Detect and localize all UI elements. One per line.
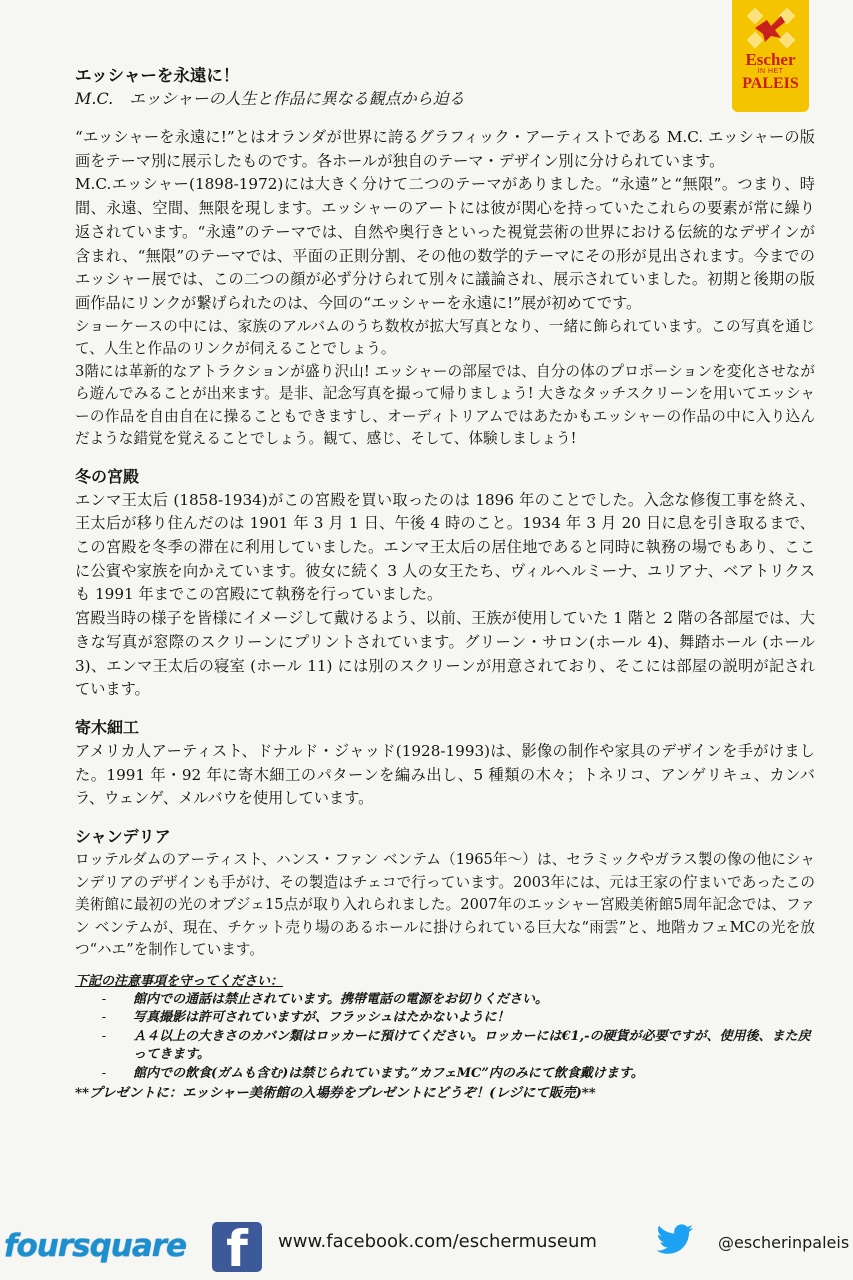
main-content (75, 64, 815, 1103)
marquetry-paragraph: アメリカ人アーティスト、ドナルド・ジャッド(1928-1993)は、影像の制作や家具のデザインを手がけました。1991 年・92 年に寄木細工のパターンを編み出し、5 種類の木々；トネリコ、アンゲリキュ、カンバラ、ウェンゲ、メルバウを使用しています。 (75, 741, 815, 808)
logo-line-in-het: IN HET (757, 68, 784, 75)
rule-item: - Ａ４以上の大きさのカバン類はロッカーに預けてください。ロッカーには€1,-の硬貨が必要ですが、使用後、また戻ってきます。 (75, 1028, 815, 1065)
rule-text: 館内での通話は禁止されています。携帯電話の電源をお切りください。 (133, 991, 548, 1007)
foursquare-logo[interactable]: foursquare (4, 1228, 187, 1264)
winter-palace-paragraph-1: エンマ王太后 (1858-1934)がこの宮殿を買い取ったのは 1896 年のことでした。入念な修復工事を終え、王太后が移り住んだのは 1901 年 3 月 1 日、午後 4 時のこと。1934 年 3 月 20 日に息を引き取るまで、この宮殿を冬季の滞在に利用していました。エンマ王太后の居住地であると同時に執務の場でもあり、ここに公賓や家族を向かえています。彼女に続く 3 人の女王たち、ヴィルヘルミーナ、ユリアナ、ベアトリクスも 1991 年までこの宮殿にて執務を行っていました。 (75, 490, 815, 604)
logo-line-paleis: PALEIS (742, 75, 799, 92)
page-title: エッシャーを永遠に！ (75, 66, 240, 85)
gift-ticket-note: **プレゼントに：エッシャー美術館の入場券をプレゼントにどうぞ！(レジにて販売)** (75, 1085, 596, 1102)
twitter-handle[interactable]: @escherinpaleis (718, 1233, 850, 1252)
facebook-glyph: f (226, 1222, 248, 1272)
winter-palace-paragraph-2: 宮殿当時の様子を皆様にイメージして戴けるよう、以前、王族が使用していた 1 階と 2 階の各部屋では、大きな写真が窓際のスクリーンにプリントされています。グリーン・サロン(ホール 4)、舞踏ホール (ホール 3)、エンマ王太后の寝室 (ホール 11) には別のスクリーンが用意されており、そこには部屋の説明が記されています。 (75, 609, 815, 699)
intro-paragraph-4: 3階には革新的なアトラクションが盛り沢山! エッシャーの部屋では、自分の体のプロポーションを変化させながら遊んでみることが出来ます。是非、記念写真を撮って帰りましょう! 大きなタッチスクリーンを用いてエッシャーの作品を自由自在に操ることもできますし、オーディトリアムではあたかもエッシャーの作品の中に入り込んだような錯覚を覚えることでしょう。観て、感じ、そして、体験しましょう! (75, 362, 815, 448)
twitter-bird-icon[interactable] (655, 1224, 695, 1256)
intro-paragraph-2: M.C.エッシャー(1898-1972)には大きく分けて二つのテーマがありました。“永遠”と“無限”。つまり、時間、永遠、空間、無限を現します。エッシャーのアートには彼が関心を持っていたこれらの要素が常に繰り返されています。“永遠”のテーマでは、自然や奥行きといった視覚芸術の世界における伝統的なデザインが含まれ、“無限”のテーマでは、平面の正則分割、その他の数学的テーマにその形が見出されます。今までのエッシャー展では、この二つの顔が必ず分けられて別々に議論され、展示されていました。初期と後期の版画作品にリンクが繋げられたのは、今回の“エッシャーを永遠に!”展が初めてです。 (75, 175, 815, 312)
bird-emblem-icon (745, 6, 797, 50)
chandelier-heading: シャンデリア (75, 827, 171, 847)
chandelier-paragraph: ロッテルダムのアーティスト、ハンス・ファン ベンテム（1965年～）は、セラミックやガラス製の像の他にシャンデリアのデザインも手がけ、その製造はチェコで行っています。2003年には、元は王家の佇まいであったこの美術館に最初の光のオブジェ15点が取り入れられました。2007年のエッシャー宮殿美術館5周年記念では、ファン ベンテムが、現在、チケット売り場のあるホールに掛けられている巨大な“雨雲”と、地階カフェMCの光を放つ“ハエ”を制作しています。 (75, 851, 815, 959)
rule-text: 写真撮影は許可されていますが、フラッシュはたかないように！ (133, 1010, 510, 1026)
logo-line-escher: Escher (745, 50, 796, 69)
visitor-rules (75, 972, 815, 1104)
facebook-url[interactable]: www.facebook.com/eschermuseum (278, 1231, 597, 1252)
footer-social (0, 1208, 853, 1280)
winter-palace-heading: 冬の宮殿 (75, 466, 140, 486)
rule-item: - 館内での飲食(ガムも含む)は禁じられています。”カフェMC”内のみにて飲食戴けます。 (75, 1065, 815, 1084)
rule-item: - 館内での通話は禁止されています。携帯電話の電源をお切りください。 (75, 991, 815, 1010)
intro-paragraph-1: “エッシャーを永遠に!”とはオランダが世界に誇るグラフィック・アーティストである M.C. エッシャーの版画をテーマ別に展示したものです。各ホールが独自のテーマ・デザイン別に分けられています。 (75, 128, 815, 170)
rules-title: 下記の注意事項を守ってください： (75, 973, 284, 989)
page-subtitle: M.C. エッシャーの人生と作品に異なる観点から迫る (75, 89, 465, 108)
marquetry-heading: 寄木細工 (75, 717, 140, 737)
facebook-icon[interactable] (212, 1222, 262, 1272)
rule-item: - 写真撮影は許可されていますが、フラッシュはたかないように！ (75, 1009, 815, 1028)
intro-paragraph-3: ショーケースの中には、家族のアルバムのうち数枚が拡大写真となり、一緒に飾られています。この写真を通じて、人生と作品のリンクが伺えることでしょう。 (75, 317, 815, 358)
rules-list (75, 991, 815, 1084)
rule-text: Ａ４以上の大きさのカバン類はロッカーに預けてください。ロッカーには€1,-の硬貨が必要ですが、使用後、また戻ってきます。 (133, 1028, 811, 1063)
rule-text: 館内での飲食(ガムも含む)は禁じられています。”カフェMC”内のみにて飲食戴けます。 (133, 1065, 644, 1081)
